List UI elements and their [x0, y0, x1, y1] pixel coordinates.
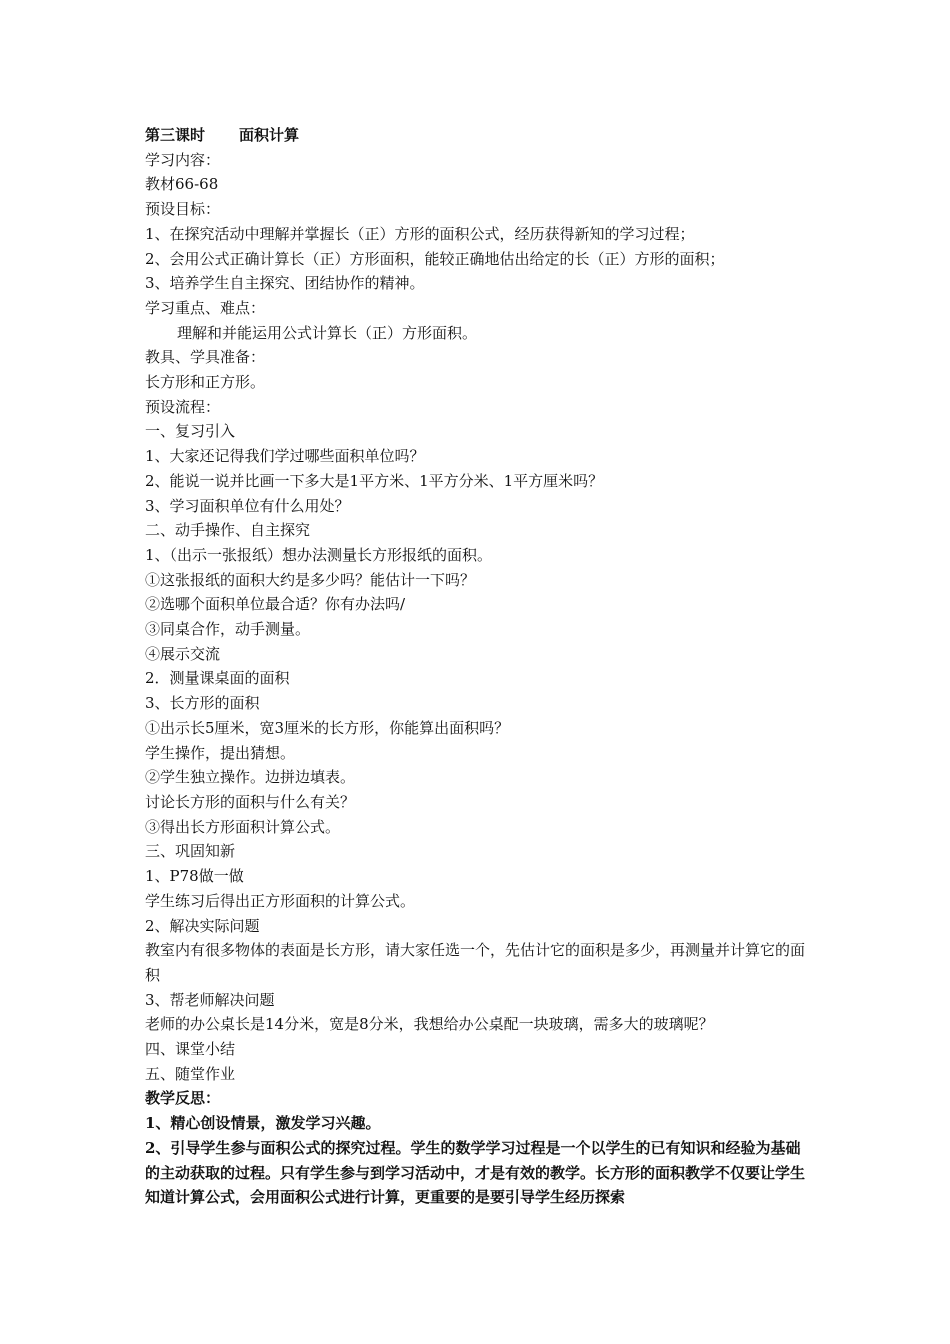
objective-1: 1、在探究活动中理解并掌握长（正）方形的面积公式，经历获得新知的学习过程； — [145, 224, 695, 243]
materials-text: 长方形和正方形。 — [145, 373, 266, 392]
rectangle-step-2: ②学生独立操作。边拼边填表。 — [145, 768, 356, 787]
lesson-topic: 面积计算 — [239, 126, 300, 144]
objectives-heading: 预设目标： — [145, 200, 221, 219]
review-item-1: 1、大家还记得我们学过哪些面积单位吗？ — [145, 447, 425, 466]
section-summary: 四、课堂小结 — [145, 1040, 236, 1059]
explore-item-1: 1、（出示一张报纸）想办法测量长方形报纸的面积。 — [145, 545, 493, 564]
materials-heading: 教具、学具准备： — [145, 348, 266, 367]
lesson-number: 第三课时 — [145, 126, 206, 144]
reflection-heading: 教学反思： — [145, 1089, 221, 1108]
textbook-pages: 教材66-68 — [145, 175, 219, 194]
rectangle-step-3: ③得出长方形面积计算公式。 — [145, 817, 341, 836]
explore-item-3: 3、长方形的面积 — [145, 694, 260, 713]
reflection-point-1: 1、精心创设情景，激发学习兴趣。 — [145, 1114, 381, 1133]
section-consolidate: 三、巩固知新 — [145, 842, 236, 861]
consolidate-item-3: 3、帮老师解决问题 — [145, 990, 275, 1009]
document-page — [145, 123, 815, 1210]
section-homework: 五、随堂作业 — [145, 1064, 236, 1083]
explore-step-2: ②选哪个面积单位最合适？你有办法吗/ — [145, 595, 406, 614]
explore-item-2: 2．测量课桌面的面积 — [145, 669, 290, 688]
classroom-problem: 教室内有很多物体的表面是长方形，请大家任选一个，先估计它的面积是多少，再测量并计算它的面积 — [145, 941, 806, 984]
desk-glass-problem: 老师的办公桌长是14分米，宽是8分米，我想给办公桌配一块玻璃，需多大的玻璃呢？ — [145, 1015, 714, 1034]
key-points-heading: 学习重点、难点： — [145, 298, 266, 317]
explore-step-1: ①这张报纸的面积大约是多少吗？能估计一下吗？ — [145, 570, 476, 589]
explore-step-3: ③同桌合作，动手测量。 — [145, 620, 311, 639]
lesson-title — [145, 123, 815, 148]
discussion-question: 讨论长方形的面积与什么有关？ — [145, 792, 356, 811]
review-item-2: 2、能说一说并比画一下多大是1平方米、1平方分米、1平方厘米吗？ — [145, 471, 604, 490]
section-explore: 二、动手操作、自主探究 — [145, 521, 311, 540]
key-points-text: 理解和并能运用公式计算长（正）方形面积。 — [177, 323, 478, 342]
section-review: 一、复习引入 — [145, 422, 236, 441]
explore-step-4: ④展示交流 — [145, 644, 221, 663]
square-formula-text: 学生练习后得出正方形面积的计算公式。 — [145, 891, 416, 910]
process-heading: 预设流程： — [145, 397, 221, 416]
student-operation: 学生操作，提出猜想。 — [145, 743, 296, 762]
consolidate-item-2: 2、解决实际问题 — [145, 916, 260, 935]
rectangle-step-1: ①出示长5厘米，宽3厘米的长方形，你能算出面积吗？ — [145, 718, 510, 737]
objective-3: 3、培养学生自主探究、团结协作的精神。 — [145, 274, 425, 293]
consolidate-item-1: 1、P78做一做 — [145, 867, 244, 886]
reflection-point-2: 2、引导学生参与面积公式的探究过程。学生的数学学习过程是一个以学生的已有知识和经验为基础的主动获取的过程。只有学生参与到学习活动中，才是有效的教学。长方形的面积教学不仅要让学生知道计算公式，会用面积公式进行计算，更重要的是要引导学生经历探索 — [145, 1138, 806, 1207]
objective-2: 2、会用公式正确计算长（正）方形面积，能较正确地估出给定的长（正）方形的面积； — [145, 249, 725, 268]
study-content-heading: 学习内容： — [145, 150, 221, 169]
review-item-3: 3、学习面积单位有什么用处？ — [145, 496, 350, 515]
